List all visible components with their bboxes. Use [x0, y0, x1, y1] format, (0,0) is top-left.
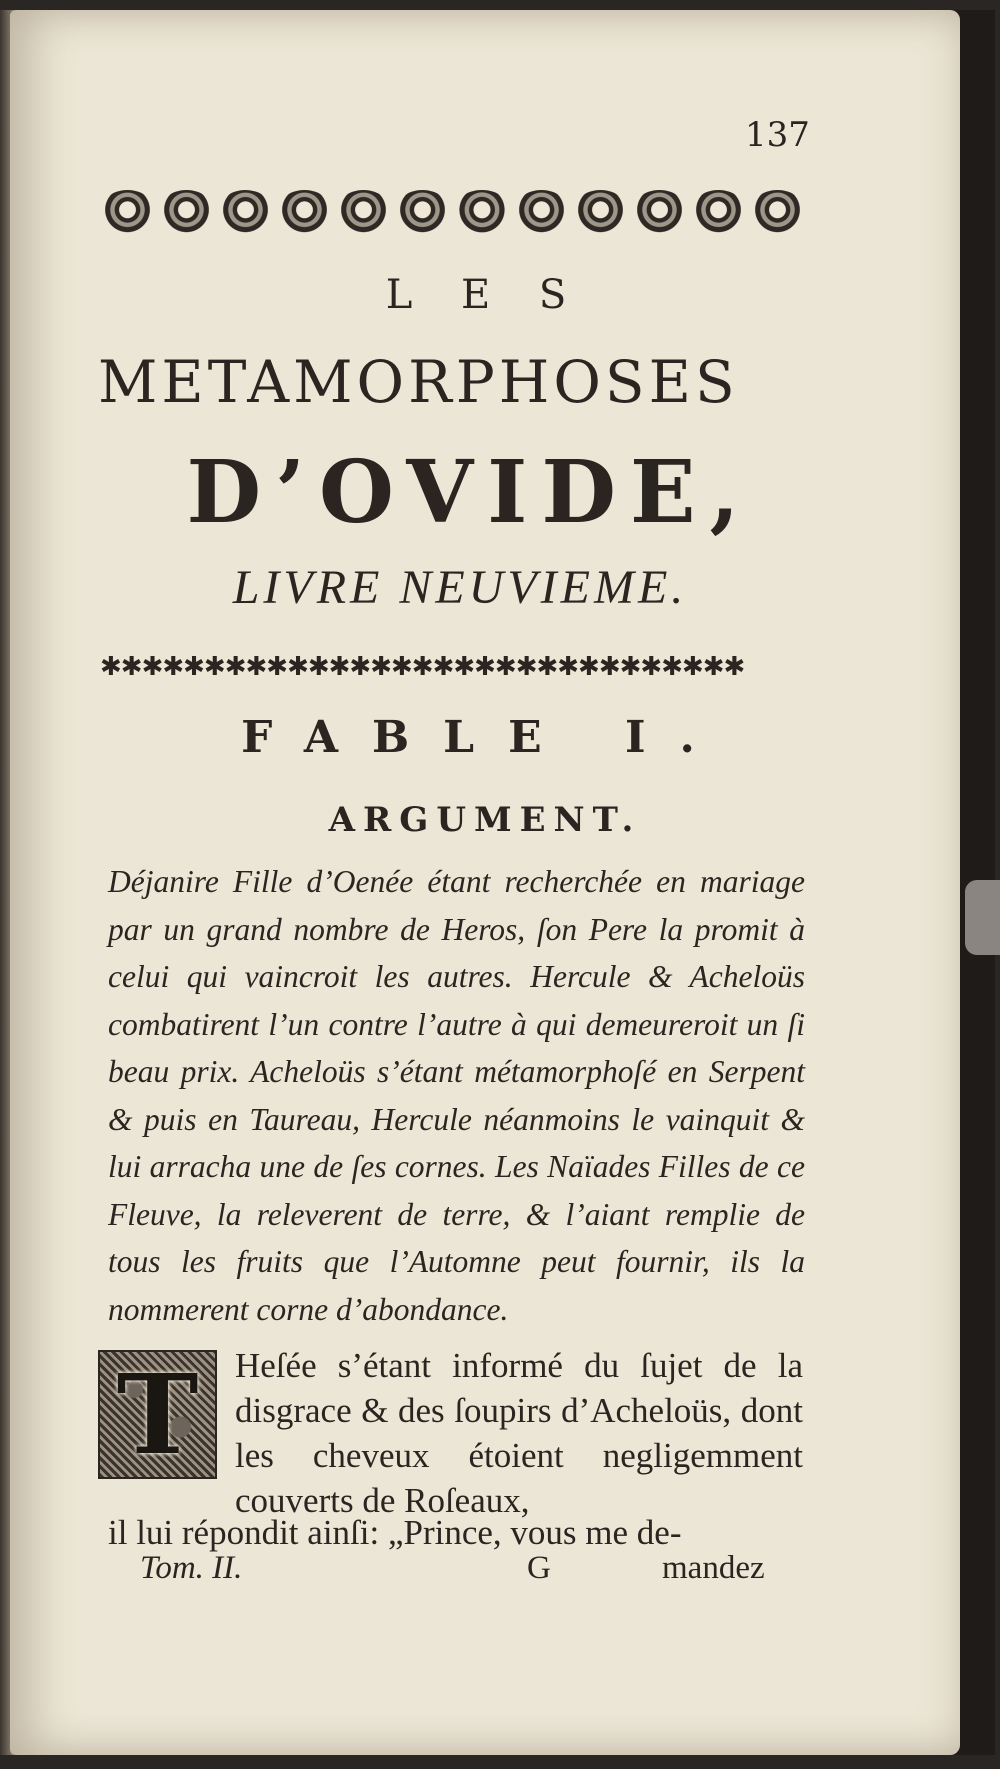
footer-tome: Tom. II. [140, 1550, 243, 1586]
star-ornament-rule: ✱✱✱✱✱✱✱✱✱✱✱✱✱✱✱✱✱✱✱✱✱✱✱✱✱✱✱✱✱✱✱ [100, 652, 745, 682]
body-paragraph: Heſée s’étant informé du ſujet de la disgrace & des ſoupirs d’Acheloüs, dont les cheveux étoient negligemment couverts de Roſeaux, [235, 1346, 803, 1520]
bookmark-tab [965, 880, 1000, 955]
cherub-icon [514, 190, 569, 234]
title-les: L E S [385, 272, 585, 318]
fable-heading: FABLE I. [241, 712, 729, 763]
cherub-ornament-band [100, 190, 805, 234]
title-ovide: D’OVIDE, [186, 442, 754, 543]
page-number: 137 [745, 115, 810, 155]
footer-catchword: mandez [662, 1550, 765, 1586]
cherub-icon [100, 190, 155, 234]
cherub-icon [691, 190, 746, 234]
cherub-icon [573, 190, 628, 234]
cherub-icon [750, 190, 805, 234]
body-last-line: il lui répondit ainſi: „Prince, vous me de- [108, 1513, 682, 1552]
cherub-icon [159, 190, 214, 234]
title-metamorphoses: METAMORPHOSES [98, 348, 739, 416]
cherub-icon [395, 190, 450, 234]
cherub-icon [632, 190, 687, 234]
decorated-initial [98, 1350, 217, 1479]
title-livre: LIVRE NEUVIEME. [232, 561, 688, 614]
cherub-icon [454, 190, 509, 234]
cherub-icon [218, 190, 273, 234]
initial-letter: T [116, 1349, 199, 1479]
cherub-icon [336, 190, 391, 234]
cherub-icon [277, 190, 332, 234]
book-page [10, 10, 960, 1755]
argument-heading: ARGUMENT. [328, 800, 642, 840]
footer-signature: G [527, 1550, 551, 1586]
argument-paragraph: Déjanire Fille d’Oenée étant recherchée en mariage par un grand nombre de Heros, ſon Pere la promit à celui qui vaincroit les autres. Hercule & Acheloüs combatirent l’un contre l’autre à qui demeureroit un ſi beau prix. Acheloüs s’étant métamorphoſé en Serpent & puis en Taureau, Hercule néanmoins le vainquit & lui arracha une de ſes cornes. Les Naïades Filles de ce Fleuve, la releverent de terre, & l’aiant remplie de tous les fruits que l’Automne peut fournir, ils la nommerent corne d’abondance. [108, 864, 805, 1327]
